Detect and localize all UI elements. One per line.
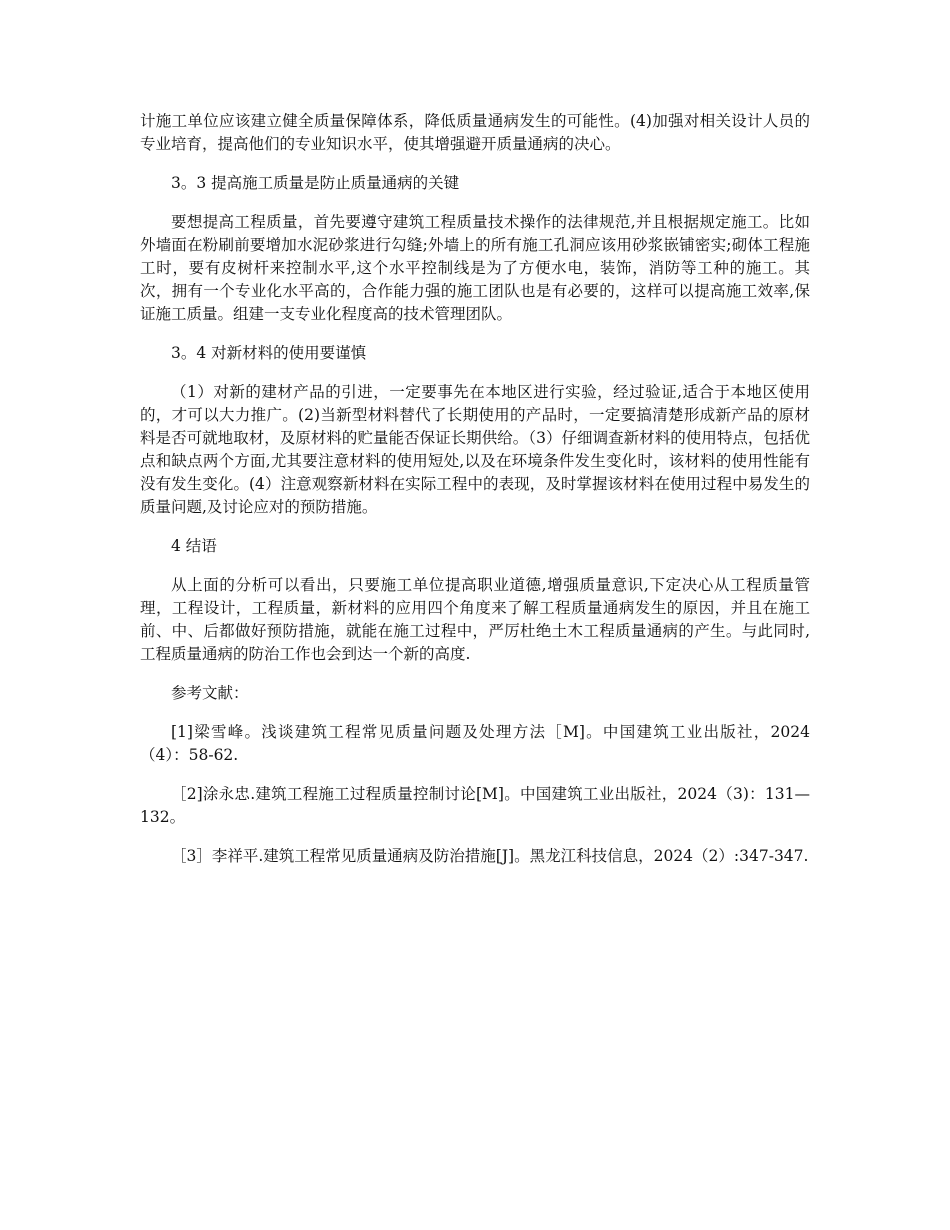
section-heading-4: 4 结语	[171, 537, 217, 555]
spacer	[140, 705, 810, 721]
spacer	[140, 156, 810, 172]
section-heading-3-4: 3。4 对新材料的使用要谨慎	[171, 344, 367, 362]
spacer	[140, 365, 810, 381]
reference-item-2: ［2]涂永忠.建筑工程施工过程质量控制讨论[M]。中国建筑工业出版社，2024（3)：131—132。	[140, 785, 810, 826]
reference-item-3: ［3］李祥平.建筑工程常见质量通病及防治措施[J]。黑龙江科技信息，2024（2）:347-347.	[171, 847, 809, 865]
paragraph-intro: 计施工单位应该建立健全质量保障体系，降低质量通病发生的可能性。(4)加强对相关设计人员的专业培育，提高他们的专业知识水平，使其增强避开质量通病的决心。	[140, 112, 810, 153]
references-heading: 参考文献：	[171, 684, 249, 702]
spacer	[140, 326, 810, 342]
spacer	[140, 195, 810, 211]
document-body	[140, 110, 810, 868]
spacer	[140, 767, 810, 783]
spacer	[140, 829, 810, 845]
paragraph-conclusion: 从上面的分析可以看出，只要施工单位提高职业道德,增强质量意识,下定决心从工程质量管理，工程设计，工程质量，新材料的应用四个角度来了解工程质量通病发生的原因，并且在施工前、中、后都做好预防措施，就能在施工过程中，严厉杜绝土木工程质量通病的产生。与此同时,工程质量通病的防治工作也会到达一个新的高度.	[140, 576, 810, 663]
paragraph-3-3: 要想提高工程质量，首先要遵守建筑工程质量技术操作的法律规范,并且根据规定施工。比如外墙面在粉刷前要增加水泥砂浆进行勾缝;外墙上的所有施工孔洞应该用砂浆嵌铺密实;砌体工程施工时，要有皮树杆来控制水平,这个水平控制线是为了方便水电，装饰，消防等工种的施工。其次，拥有一个专业化水平高的，合作能力强的施工团队也是有必要的，这样可以提高施工效率,保证施工质量。组建一支专业化程度高的技术管理团队。	[140, 213, 810, 323]
spacer	[140, 519, 810, 535]
section-heading-3-3: 3。3 提高施工质量是防止质量通病的关键	[171, 174, 460, 192]
spacer	[140, 558, 810, 574]
reference-item-1: [1]梁雪峰。浅谈建筑工程常见质量问题及处理方法［M]。中国建筑工业出版社，2024（4）：58-62.	[140, 723, 810, 764]
spacer	[140, 666, 810, 682]
paragraph-3-4: （1）对新的建材产品的引进，一定要事先在本地区进行实验，经过验证,适合于本地区使用的，才可以大力推广。(2)当新型材料替代了长期使用的产品时，一定要搞清楚形成新产品的原材料是否可就地取材，及原材料的贮量能否保证长期供给。（3）仔细调查新材料的使用特点，包括优点和缺点两个方面,尤其要注意材料的使用短处,以及在环境条件发生变化时，该材料的使用性能有没有发生变化。(4）注意观察新材料在实际工程中的表现，及时掌握该材料在使用过程中易发生的质量问题,及讨论应对的预防措施。	[140, 383, 810, 516]
